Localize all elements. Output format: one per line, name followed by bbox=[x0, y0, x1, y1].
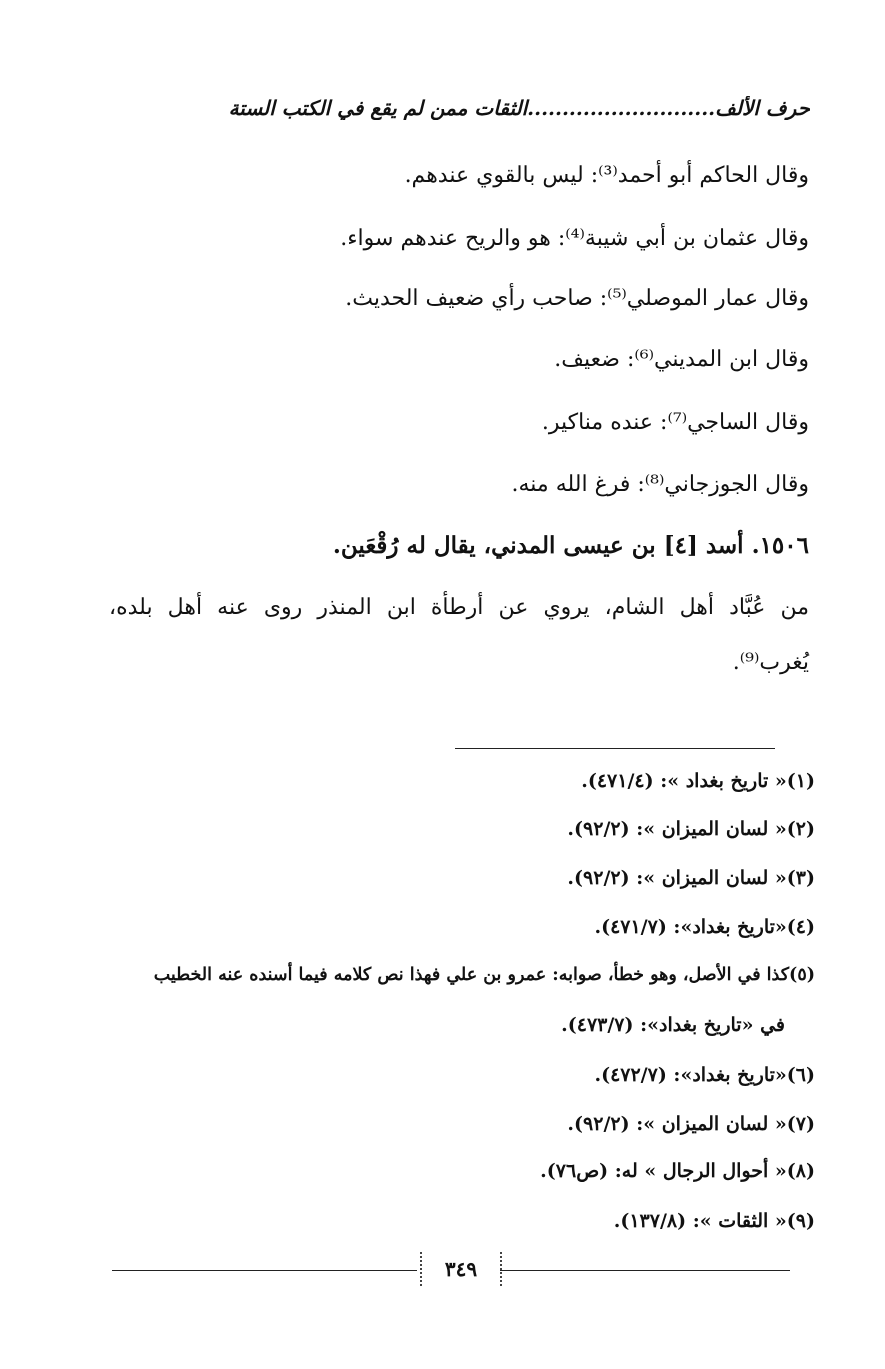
footnote: (١)« تاريخ بغداد »: (٤٧١/٤). bbox=[581, 770, 815, 792]
entry-paragraph-line: من عُبَّاد أهل الشام، يروي عن أرطأة ابن المنذر روى عنه أهل بلده، bbox=[109, 595, 809, 620]
footnote-continuation: في «تاريخ بغداد»: (٤٧٣/٧). bbox=[561, 1014, 785, 1036]
body-line: وقال الحاكم أبو أحمد⁽³⁾: ليس بالقوي عندهم. bbox=[404, 163, 809, 188]
running-header: حرف الألف...........................الثقات ممن لم يقع في الكتب الستة bbox=[228, 96, 810, 120]
footnote-separator bbox=[455, 748, 775, 749]
entry-heading: ١٥٠٦. أسد [٤] بن عيسى المدني، يقال له رُقْعَين. bbox=[332, 532, 809, 559]
body-line: وقال عثمان بن أبي شيبة⁽⁴⁾: هو والريح عندهم سواء. bbox=[340, 226, 809, 251]
entry-paragraph-line: يُغرب⁽⁹⁾. bbox=[732, 650, 809, 675]
body-line: وقال عمار الموصلي⁽⁵⁾: صاحب رأي ضعيف الحديث. bbox=[345, 286, 809, 311]
body-line: وقال الساجي⁽⁷⁾: عنده مناكير. bbox=[541, 410, 809, 435]
footnote: (٦)«تاريخ بغداد»: (٤٧٢/٧). bbox=[594, 1064, 815, 1086]
page-number: ٣٤٩ bbox=[420, 1252, 502, 1286]
bottom-rule bbox=[112, 1270, 417, 1271]
footnote: (٢)« لسان الميزان »: (٩٢/٢). bbox=[567, 818, 815, 840]
footnote: (٩)« الثقات »: (١٣٧/٨). bbox=[613, 1210, 815, 1232]
body-line: وقال الجوزجاني⁽⁸⁾: فرغ الله منه. bbox=[511, 472, 809, 497]
footnote: (٨)« أحوال الرجال » له: (ص٧٦). bbox=[540, 1160, 815, 1182]
footnote: (٧)« لسان الميزان »: (٩٢/٢). bbox=[567, 1113, 815, 1135]
footnote: (٥)كذا في الأصل، وهو خطأ، صوابه: عمرو بن علي فهذا نص كلامه فيما أسنده عنه الخطيب bbox=[153, 965, 815, 985]
bottom-rule bbox=[500, 1270, 790, 1271]
footnote: (٤)«تاريخ بغداد»: (٤٧١/٧). bbox=[594, 916, 815, 938]
footnote: (٣)« لسان الميزان »: (٩٢/٢). bbox=[567, 867, 815, 889]
body-line: وقال ابن المديني⁽⁶⁾: ضعيف. bbox=[554, 347, 809, 372]
